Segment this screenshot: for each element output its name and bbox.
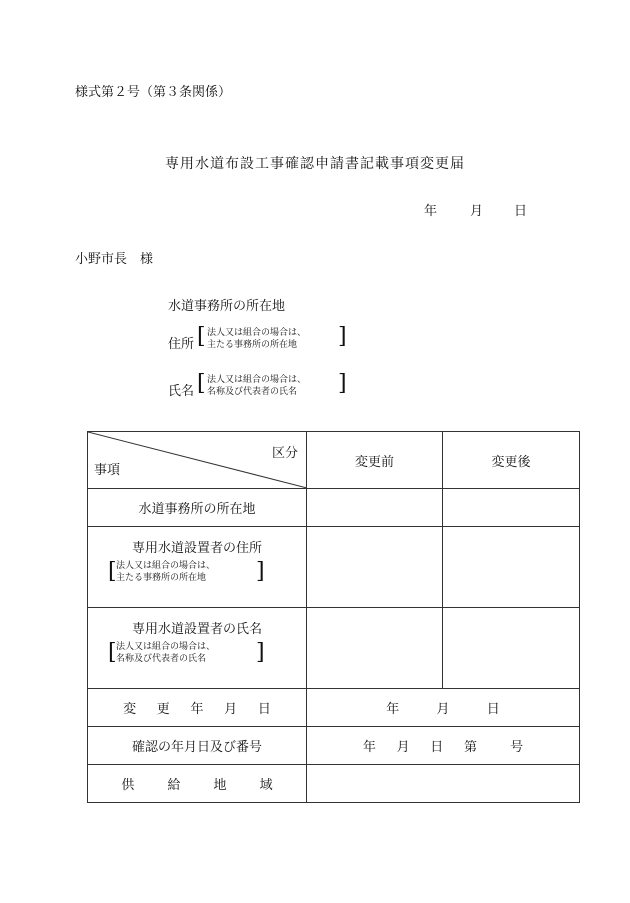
applicant-office-location-label: 水道事務所の所在地 [168, 299, 286, 314]
date-year: 年 [424, 204, 438, 219]
row-office-location: 水道事務所の所在地 [88, 489, 307, 527]
installer-name-after[interactable] [443, 608, 580, 689]
installer-address-note: 法人又は組合の場合は、 主たる事務所の所在地 [116, 561, 216, 583]
installer-address-after[interactable] [443, 527, 580, 608]
row-supply-area: 供 給 地 域 [88, 765, 307, 803]
header-after: 変更後 [443, 432, 580, 489]
office-location-after[interactable] [443, 489, 580, 527]
form-number: 様式第２号（第３条関係） [75, 85, 232, 100]
row-confirmation: 確認の年月日及び番号 [88, 727, 307, 765]
document-title: 専用水道布設工事確認申請書記載事項変更届 [165, 156, 465, 172]
header-kubun: 区分 [271, 446, 298, 461]
applicant-address-label: 住所 [168, 337, 195, 352]
installer-address-close-bracket: ] [256, 559, 265, 584]
header-diagonal-cell [88, 432, 307, 489]
row-installer-name-cell [88, 608, 307, 689]
installer-address-before[interactable] [307, 527, 443, 608]
address-open-bracket: [ [197, 324, 206, 349]
change-date-value[interactable]: 年 月 日 [307, 689, 580, 727]
name-close-bracket: ] [338, 371, 347, 396]
applicant-address-note: 法人又は組合の場合は、 主たる事務所の所在地 [207, 328, 307, 350]
address-close-bracket: ] [338, 324, 347, 349]
applicant-name-note: 法人又は組合の場合は、 名称及び代表者の氏名 [207, 375, 307, 397]
addressee: 小野市長 様 [75, 252, 154, 267]
date-month: 月 [470, 204, 484, 219]
installer-name-before[interactable] [307, 608, 443, 689]
row-installer-address: 専用水道設置者の住所 [131, 541, 262, 556]
office-location-before[interactable] [307, 489, 443, 527]
row-change-date: 変 更 年 月 日 [88, 689, 307, 727]
installer-name-note: 法人又は組合の場合は、 名称及び代表者の氏名 [116, 642, 216, 664]
installer-name-open-bracket: [ [108, 640, 117, 665]
row-installer-address-cell [88, 527, 307, 608]
installer-name-close-bracket: ] [256, 640, 265, 665]
header-jiko: 事項 [94, 463, 121, 478]
name-open-bracket: [ [197, 371, 206, 396]
confirmation-value[interactable]: 年 月 日 第 号 [307, 727, 580, 765]
header-before: 変更前 [307, 432, 443, 489]
row-installer-name: 専用水道設置者の氏名 [131, 622, 262, 637]
date-day: 日 [514, 204, 528, 219]
supply-area-value[interactable] [307, 765, 580, 803]
applicant-name-label: 氏名 [168, 384, 195, 399]
change-items-table [87, 431, 580, 803]
installer-address-open-bracket: [ [108, 559, 117, 584]
